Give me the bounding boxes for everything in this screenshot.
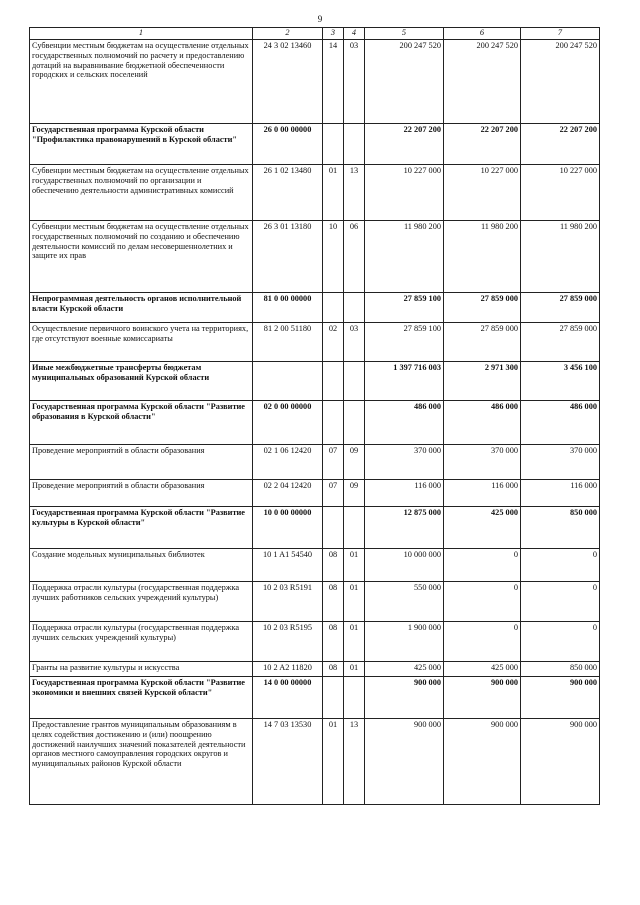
row-name: Иные межбюджетные трансферты бюджетам муниципальных образований Курской области <box>30 362 253 401</box>
row-amount-1: 10 000 000 <box>365 549 444 582</box>
row-amount-1: 1 397 716 003 <box>365 362 444 401</box>
row-amount-2: 370 000 <box>444 445 521 480</box>
row-section <box>323 677 344 719</box>
row-section: 08 <box>323 549 344 582</box>
row-subsection: 09 <box>344 480 365 507</box>
row-amount-2: 11 980 200 <box>444 221 521 293</box>
row-name: Субвенции местным бюджетам на осуществление отдельных государственных полномочий по организации и обеспечению деятельности административных комиссий <box>30 165 253 221</box>
row-amount-1: 11 980 200 <box>365 221 444 293</box>
row-code: 14 0 00 00000 <box>253 677 323 719</box>
row-amount-3: 27 859 000 <box>521 293 600 323</box>
header-cell: 6 <box>444 28 521 40</box>
row-code: 81 0 00 00000 <box>253 293 323 323</box>
row-amount-1: 27 859 100 <box>365 293 444 323</box>
row-amount-3: 116 000 <box>521 480 600 507</box>
row-amount-1: 550 000 <box>365 582 444 622</box>
row-amount-2: 900 000 <box>444 719 521 805</box>
budget-table <box>29 27 600 805</box>
row-code: 26 0 00 00000 <box>253 124 323 165</box>
table-row <box>30 293 600 323</box>
table-row <box>30 221 600 293</box>
row-amount-1: 116 000 <box>365 480 444 507</box>
row-subsection <box>344 293 365 323</box>
row-amount-1: 900 000 <box>365 677 444 719</box>
row-amount-2: 200 247 520 <box>444 40 521 124</box>
row-subsection <box>344 507 365 549</box>
row-amount-3: 900 000 <box>521 677 600 719</box>
row-subsection: 01 <box>344 662 365 677</box>
row-amount-3: 486 000 <box>521 401 600 445</box>
row-name: Поддержка отрасли культуры (государственная поддержка лучших работников сельских учреждений культуры) <box>30 582 253 622</box>
row-amount-1: 900 000 <box>365 719 444 805</box>
table-row <box>30 165 600 221</box>
row-subsection: 01 <box>344 622 365 662</box>
row-name: Поддержка отрасли культуры (государственная поддержка лучших сельских учреждений культуры) <box>30 622 253 662</box>
table-body <box>30 28 600 805</box>
table-row <box>30 124 600 165</box>
row-amount-2: 425 000 <box>444 507 521 549</box>
row-amount-2: 0 <box>444 582 521 622</box>
row-amount-3: 850 000 <box>521 662 600 677</box>
row-code: 24 3 02 13460 <box>253 40 323 124</box>
row-amount-3: 11 980 200 <box>521 221 600 293</box>
row-code: 10 2 A2 11820 <box>253 662 323 677</box>
row-code: 26 3 01 13180 <box>253 221 323 293</box>
table-row <box>30 549 600 582</box>
row-name: Проведение мероприятий в области образования <box>30 445 253 480</box>
row-amount-2: 27 859 000 <box>444 323 521 362</box>
row-name: Государственная программа Курской области "Развитие экономики и внешних связей Курской области" <box>30 677 253 719</box>
header-cell: 4 <box>344 28 365 40</box>
row-code: 26 1 02 13480 <box>253 165 323 221</box>
row-amount-3: 200 247 520 <box>521 40 600 124</box>
row-name: Субвенции местным бюджетам на осуществление отдельных государственных полномочий по расчету и предоставлению дотаций на выравнивание бюджетной обеспеченности городских и сельских поселений <box>30 40 253 124</box>
row-name: Государственная программа Курской области "Развитие образования в Курской области" <box>30 401 253 445</box>
row-amount-3: 900 000 <box>521 719 600 805</box>
row-amount-2: 10 227 000 <box>444 165 521 221</box>
row-subsection: 01 <box>344 549 365 582</box>
row-amount-3: 22 207 200 <box>521 124 600 165</box>
row-subsection: 13 <box>344 165 365 221</box>
row-section <box>323 401 344 445</box>
header-cell: 2 <box>253 28 323 40</box>
row-amount-1: 1 900 000 <box>365 622 444 662</box>
header-cell: 1 <box>30 28 253 40</box>
row-name: Предоставление грантов муниципальным образованиям в целях содействия достижению и (или) поощрению достижений наилучших значений показателей деятельности органов местного самоуправления городских округов и муниципальных районов Курской области <box>30 719 253 805</box>
row-section: 14 <box>323 40 344 124</box>
header-cell: 7 <box>521 28 600 40</box>
page-number: 9 <box>317 14 323 24</box>
row-code <box>253 362 323 401</box>
row-code: 10 1 A1 54540 <box>253 549 323 582</box>
row-code: 02 0 00 00000 <box>253 401 323 445</box>
row-name: Государственная программа Курской области "Развитие культуры в Курской области" <box>30 507 253 549</box>
table-row <box>30 719 600 805</box>
row-amount-1: 10 227 000 <box>365 165 444 221</box>
row-amount-1: 200 247 520 <box>365 40 444 124</box>
header-cell: 3 <box>323 28 344 40</box>
row-amount-3: 370 000 <box>521 445 600 480</box>
row-amount-2: 0 <box>444 622 521 662</box>
table-row <box>30 445 600 480</box>
table-row <box>30 401 600 445</box>
row-section <box>323 362 344 401</box>
row-subsection: 03 <box>344 40 365 124</box>
row-amount-1: 425 000 <box>365 662 444 677</box>
row-amount-2: 425 000 <box>444 662 521 677</box>
row-subsection <box>344 677 365 719</box>
row-section: 02 <box>323 323 344 362</box>
table-row <box>30 582 600 622</box>
row-name: Непрограммная деятельность органов исполнительной власти Курской области <box>30 293 253 323</box>
table-header-row <box>30 28 600 40</box>
row-subsection: 09 <box>344 445 365 480</box>
row-amount-2: 2 971 300 <box>444 362 521 401</box>
row-subsection <box>344 401 365 445</box>
row-amount-3: 0 <box>521 582 600 622</box>
row-name: Проведение мероприятий в области образования <box>30 480 253 507</box>
row-subsection: 01 <box>344 582 365 622</box>
row-amount-3: 0 <box>521 622 600 662</box>
row-code: 02 1 06 12420 <box>253 445 323 480</box>
table-row <box>30 480 600 507</box>
table-row <box>30 40 600 124</box>
row-amount-3: 3 456 100 <box>521 362 600 401</box>
row-section <box>323 507 344 549</box>
table-row <box>30 662 600 677</box>
row-amount-1: 370 000 <box>365 445 444 480</box>
row-amount-2: 900 000 <box>444 677 521 719</box>
row-subsection <box>344 124 365 165</box>
table-row <box>30 507 600 549</box>
row-code: 10 2 03 R5191 <box>253 582 323 622</box>
row-subsection <box>344 362 365 401</box>
row-section <box>323 293 344 323</box>
row-subsection: 13 <box>344 719 365 805</box>
row-section: 01 <box>323 165 344 221</box>
table-row <box>30 622 600 662</box>
row-amount-3: 850 000 <box>521 507 600 549</box>
row-section: 08 <box>323 662 344 677</box>
row-name: Государственная программа Курской области "Профилактика правонарушений в Курской области" <box>30 124 253 165</box>
row-code: 10 0 00 00000 <box>253 507 323 549</box>
row-amount-1: 22 207 200 <box>365 124 444 165</box>
row-amount-2: 0 <box>444 549 521 582</box>
row-name: Субвенции местным бюджетам на осуществление отдельных государственных полномочий по созданию и обеспечению деятельности комиссий по делам несовершеннолетних и защите их прав <box>30 221 253 293</box>
row-code: 14 7 03 13530 <box>253 719 323 805</box>
row-name: Осуществление первичного воинского учета на территориях, где отсутствуют военные комиссариаты <box>30 323 253 362</box>
row-code: 10 2 03 R5195 <box>253 622 323 662</box>
row-amount-3: 10 227 000 <box>521 165 600 221</box>
row-section: 08 <box>323 622 344 662</box>
header-cell: 5 <box>365 28 444 40</box>
row-section: 10 <box>323 221 344 293</box>
row-amount-1: 27 859 100 <box>365 323 444 362</box>
table-row <box>30 362 600 401</box>
row-section: 07 <box>323 480 344 507</box>
row-amount-3: 0 <box>521 549 600 582</box>
row-section: 01 <box>323 719 344 805</box>
row-subsection: 06 <box>344 221 365 293</box>
row-amount-1: 12 875 000 <box>365 507 444 549</box>
table-row <box>30 323 600 362</box>
row-name: Гранты на развитие культуры и искусства <box>30 662 253 677</box>
row-amount-2: 486 000 <box>444 401 521 445</box>
row-subsection: 03 <box>344 323 365 362</box>
row-amount-1: 486 000 <box>365 401 444 445</box>
row-code: 81 2 00 51180 <box>253 323 323 362</box>
row-code: 02 2 04 12420 <box>253 480 323 507</box>
row-name: Создание модельных муниципальных библиотек <box>30 549 253 582</box>
row-amount-2: 116 000 <box>444 480 521 507</box>
row-amount-2: 22 207 200 <box>444 124 521 165</box>
row-section: 07 <box>323 445 344 480</box>
row-amount-2: 27 859 000 <box>444 293 521 323</box>
row-section <box>323 124 344 165</box>
row-amount-3: 27 859 000 <box>521 323 600 362</box>
row-section: 08 <box>323 582 344 622</box>
table-row <box>30 677 600 719</box>
